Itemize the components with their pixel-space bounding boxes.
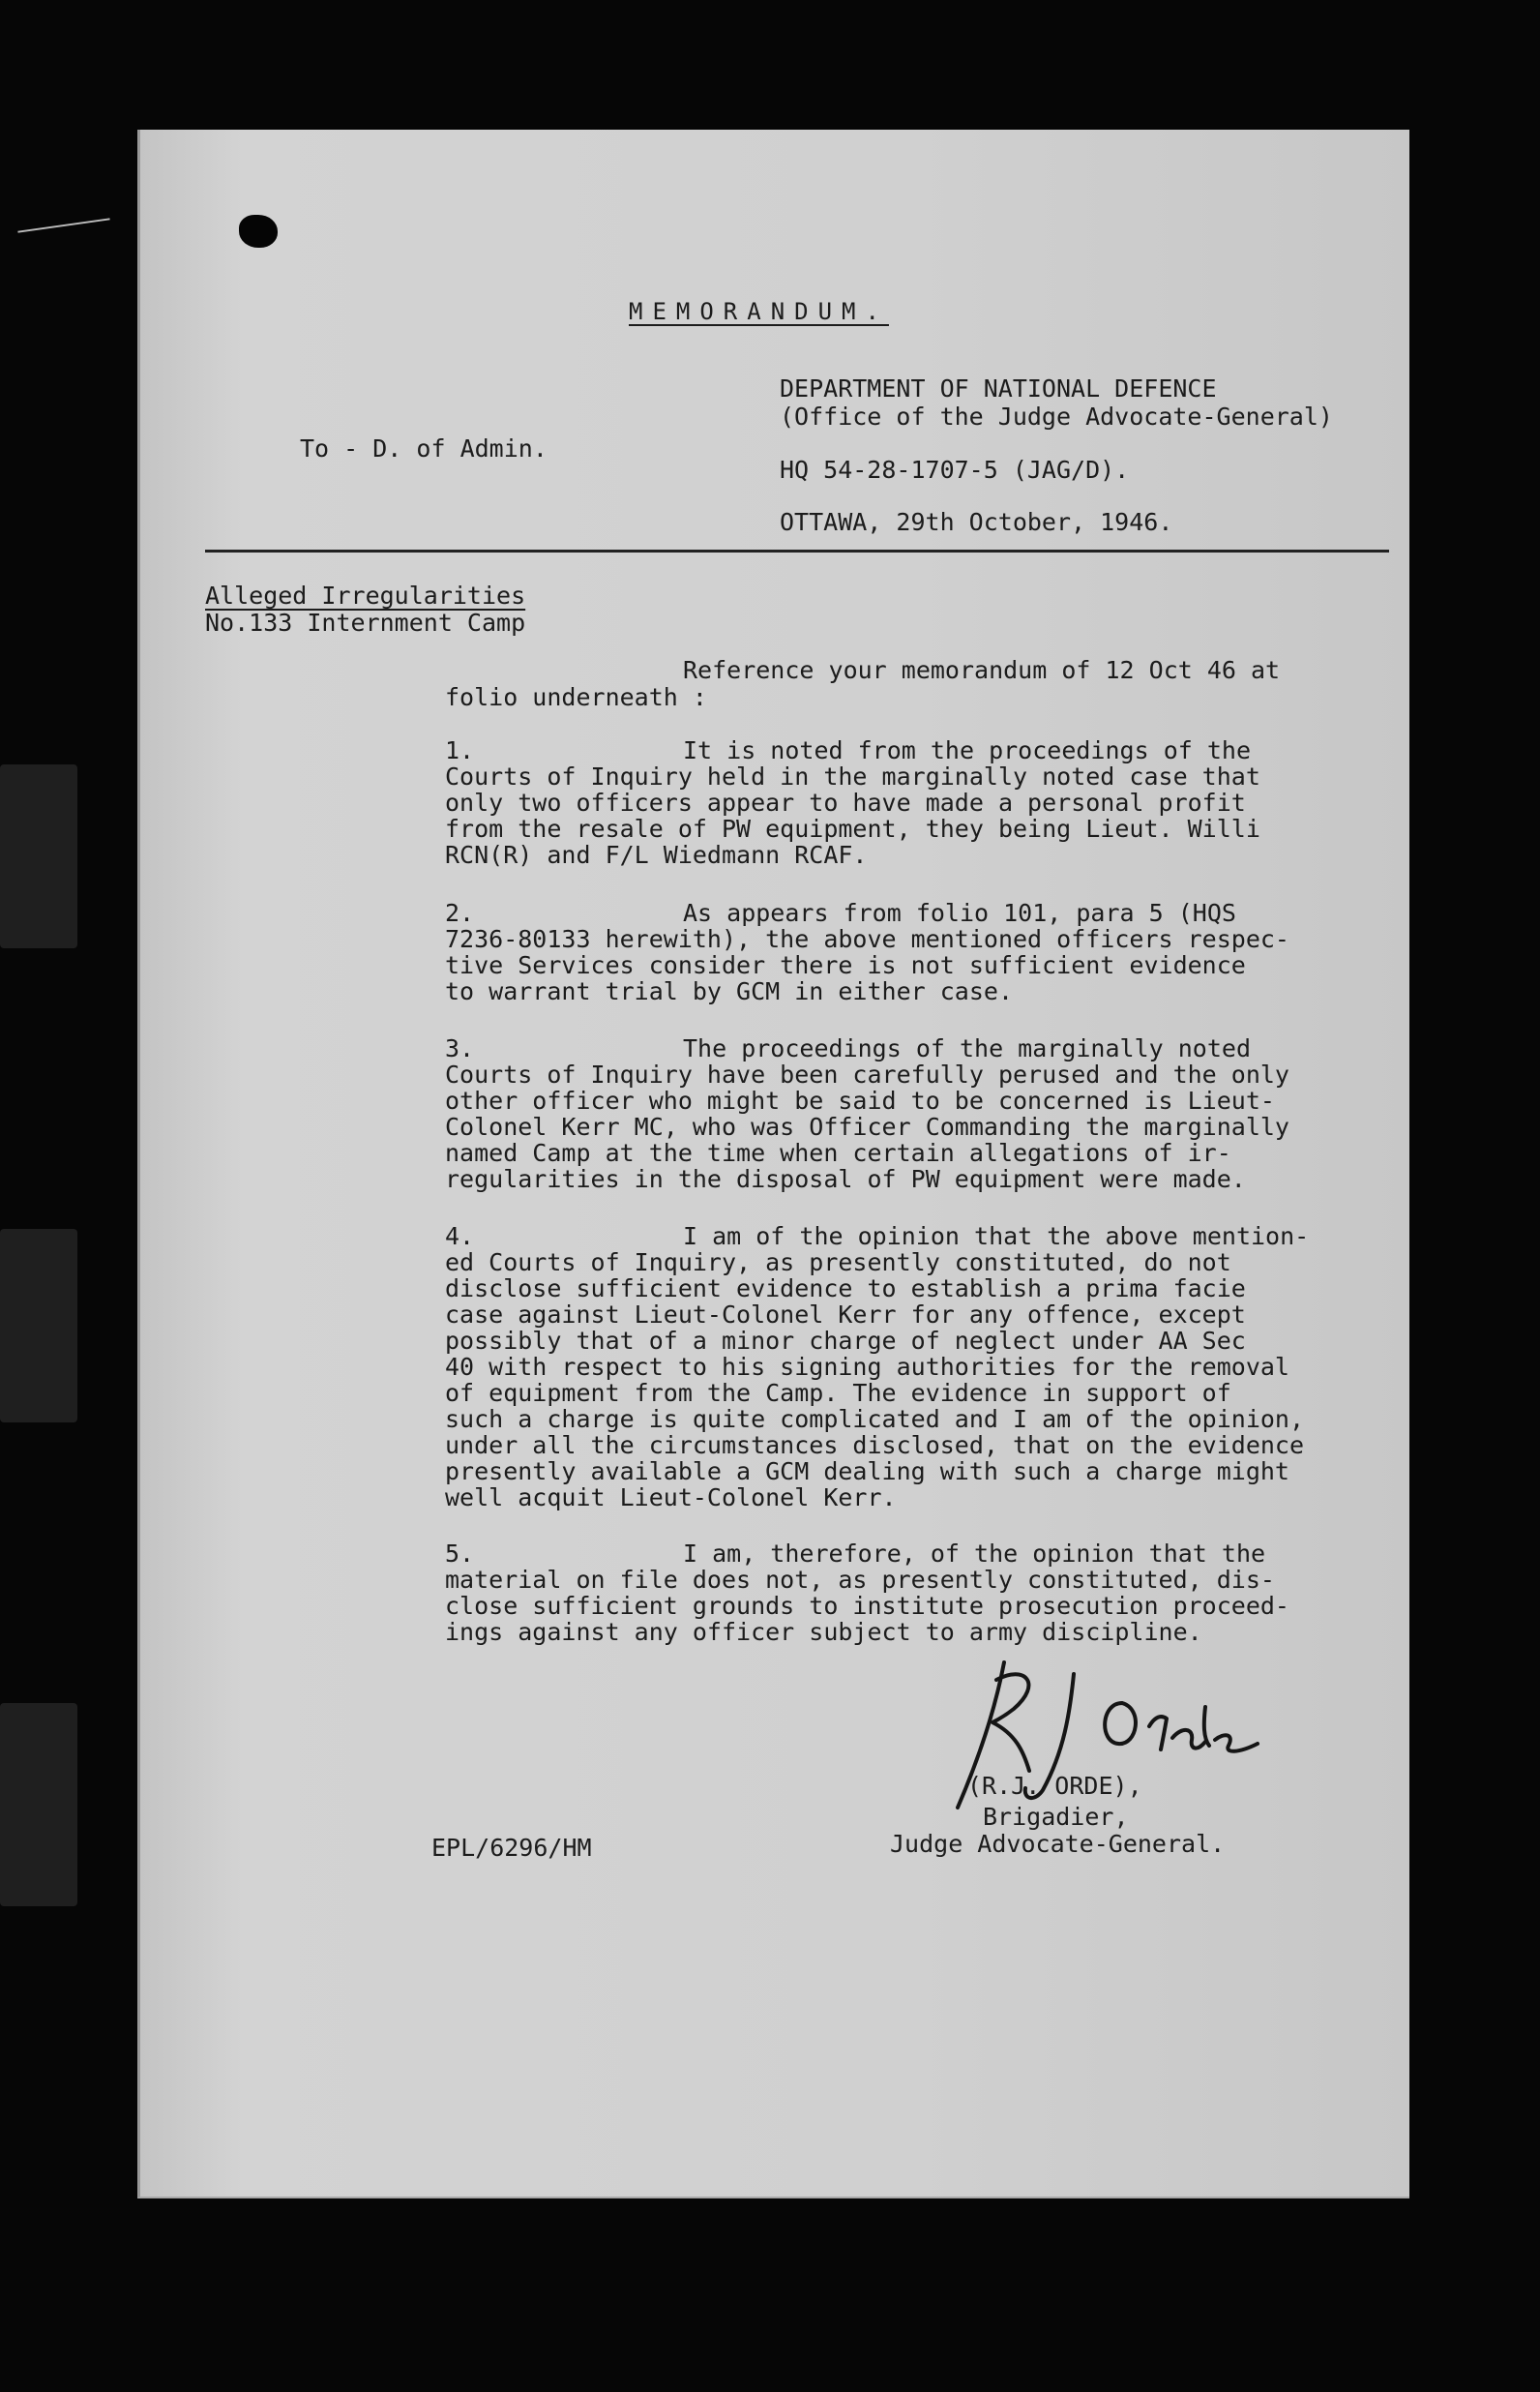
paragraph-line: of equipment from the Camp. The evidence in support of: [445, 1379, 1231, 1407]
paragraph-2-body: [445, 926, 1289, 1004]
paragraph-1: [445, 737, 474, 763]
addressee: To - D. of Admin.: [300, 434, 548, 463]
signatory-name: (R.J. ORDE),: [967, 1772, 1142, 1800]
paragraph-4: [445, 1223, 474, 1249]
paragraph-line: only two officers appear to have made a personal profit: [445, 789, 1246, 817]
paragraph-line: possibly that of a minor charge of neglect under AA Sec: [445, 1327, 1246, 1355]
paragraph-1-body: [445, 763, 1260, 868]
paragraph-line: The proceedings of the marginally noted: [683, 1034, 1251, 1062]
paragraph-line: regularities in the disposal of PW equipment were made.: [445, 1165, 1246, 1193]
paragraph-line: material on file does not, as presently constituted, dis-: [445, 1566, 1275, 1594]
paragraph-line: Courts of Inquiry have been carefully perused and the only: [445, 1061, 1289, 1089]
paragraph-line: case against Lieut-Colonel Kerr for any offence, except: [445, 1301, 1246, 1329]
typist-reference: EPL/6296/HM: [431, 1834, 592, 1862]
paragraph-5: [445, 1540, 474, 1567]
paragraph-2: [445, 900, 474, 926]
paragraph-line: under all the circumstances disclosed, that on the evidence: [445, 1431, 1305, 1459]
reference-line-2: folio underneath :: [445, 683, 707, 711]
paragraph-line: Colonel Kerr MC, who was Officer Commanding the marginally: [445, 1113, 1289, 1141]
signatory-rank: Brigadier,: [983, 1803, 1129, 1831]
paragraph-line: well acquit Lieut-Colonel Kerr.: [445, 1483, 897, 1511]
film-edge-mark: [0, 764, 77, 948]
paragraph-2-first-line: [683, 900, 1236, 926]
paragraph-number: 2.: [445, 899, 475, 927]
paragraph-line: I am, therefore, of the opinion that the: [683, 1540, 1266, 1568]
paragraph-line: I am of the opinion that the above mention-: [683, 1222, 1310, 1250]
paragraph-3: [445, 1035, 474, 1061]
paragraph-4-first-line: [683, 1223, 1309, 1249]
signatory-title: Judge Advocate-General.: [890, 1830, 1226, 1858]
paragraph-line: from the resale of PW equipment, they being Lieut. Willi: [445, 815, 1260, 843]
paragraph-line: to warrant trial by GCM in either case.: [445, 977, 1013, 1005]
film-edge-mark: [0, 1229, 77, 1422]
paragraph-5-first-line: [683, 1540, 1265, 1567]
department-name: DEPARTMENT OF NATIONAL DEFENCE: [780, 374, 1217, 403]
paragraph-line: ed Courts of Inquiry, as presently constituted, do not: [445, 1248, 1231, 1276]
paragraph-1-first-line: [683, 737, 1251, 763]
paragraph-number: 3.: [445, 1034, 475, 1062]
paragraph-line: tive Services consider there is not sufficient evidence: [445, 951, 1246, 979]
paragraph-line: RCN(R) and F/L Wiedmann RCAF.: [445, 841, 868, 869]
paragraph-number: 1.: [445, 736, 475, 764]
paragraph-3-first-line: [683, 1035, 1251, 1061]
paragraph-line: disclose sufficient evidence to establish a prima facie: [445, 1274, 1246, 1302]
memo-title: MEMORANDUM.: [629, 298, 889, 325]
paragraph-line: other officer who might be said to be concerned is Lieut-: [445, 1087, 1275, 1115]
paragraph-line: close sufficient grounds to institute prosecution proceed-: [445, 1592, 1289, 1620]
header-divider: [205, 550, 1389, 553]
paragraph-line: As appears from folio 101, para 5 (HQS: [683, 899, 1236, 927]
paragraph-5-body: [445, 1567, 1289, 1645]
paragraph-line: It is noted from the proceedings of the: [683, 736, 1251, 764]
punch-hole: [239, 215, 278, 248]
paragraph-line: presently available a GCM dealing with such a charge might: [445, 1457, 1289, 1485]
subject-line-1: Alleged Irregularities: [205, 582, 526, 610]
paragraph-line: 7236-80133 herewith), the above mentioned officers respec-: [445, 925, 1289, 953]
office-name: (Office of the Judge Advocate-General): [780, 403, 1333, 431]
subject-line-2: No.133 Internment Camp: [205, 609, 526, 637]
paragraph-line: ings against any officer subject to army discipline.: [445, 1618, 1202, 1646]
file-reference: HQ 54-28-1707-5 (JAG/D).: [780, 456, 1130, 484]
film-scratch: [17, 218, 109, 232]
paragraph-line: such a charge is quite complicated and I am of the opinion,: [445, 1405, 1305, 1433]
place-date: OTTAWA, 29th October, 1946.: [780, 508, 1173, 536]
paragraph-line: Courts of Inquiry held in the marginally noted case that: [445, 762, 1260, 791]
paragraph-number: 5.: [445, 1540, 475, 1568]
paragraph-4-body: [445, 1249, 1304, 1510]
paragraph-line: 40 with respect to his signing authorities for the removal: [445, 1353, 1289, 1381]
paragraph-3-body: [445, 1061, 1289, 1192]
paragraph-number: 4.: [445, 1222, 475, 1250]
film-edge-mark: [0, 1703, 77, 1906]
paragraph-line: named Camp at the time when certain allegations of ir-: [445, 1139, 1231, 1167]
reference-line-1: Reference your memorandum of 12 Oct 46 at: [683, 656, 1281, 684]
